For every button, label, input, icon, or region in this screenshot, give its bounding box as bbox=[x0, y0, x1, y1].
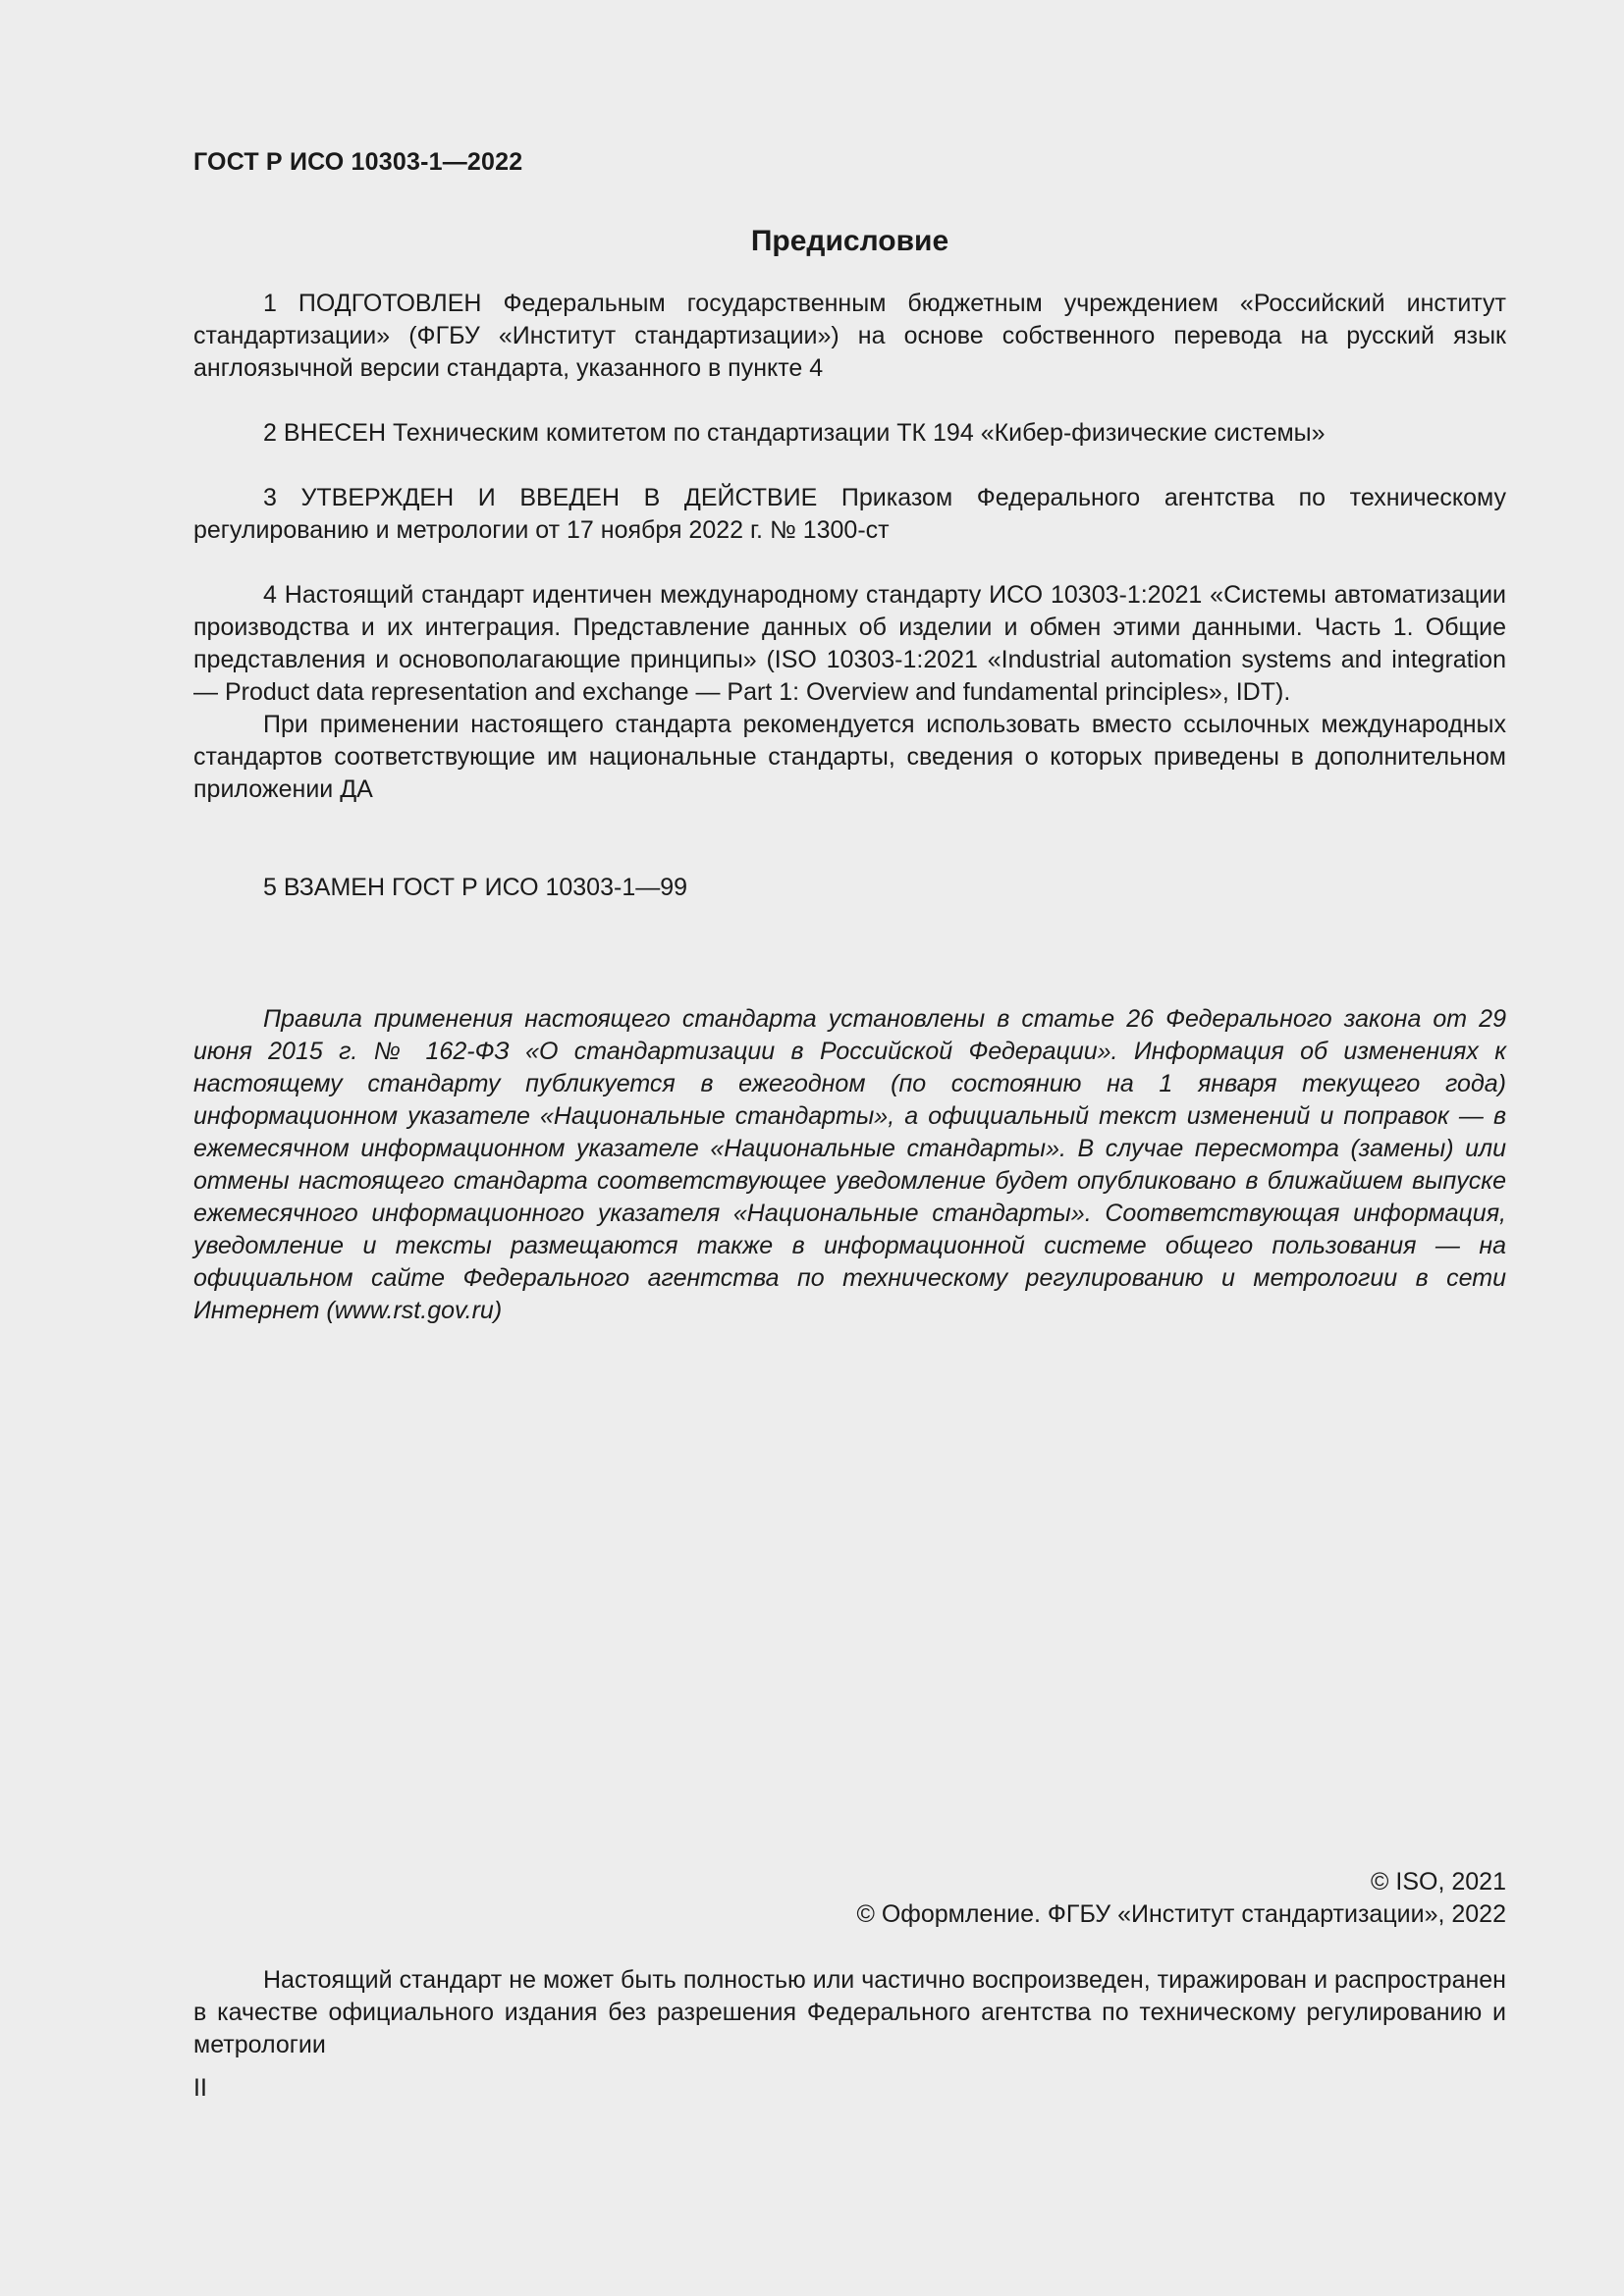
document-header-id: ГОСТ Р ИСО 10303-1—2022 bbox=[193, 148, 523, 176]
foreword-item-1 bbox=[193, 288, 1506, 385]
foreword-item-4 bbox=[193, 579, 1506, 806]
reproduction-notice bbox=[193, 1964, 1506, 2061]
foreword-item-3 bbox=[193, 482, 1506, 547]
page-number: II bbox=[193, 2074, 207, 2102]
foreword-item-4-text: 4 Настоящий стандарт идентичен международному стандарту ИСО 10303-1:2021 «Системы автоматизации производства и их интеграция. Представление данных об изделии и обмен этими данными. Часть 1. Общие представления и основополагающие принципы» (ISO 10303-1:2021 «Industrial automation systems and integration — Product data representation and exchange — Part 1: Overview and fundamental principles», IDT). bbox=[193, 581, 1506, 706]
application-rules-text: Правила применения настоящего стандарта установлены в статье 26 Федерального закона от 29 июня 2015 г. № 162-ФЗ «О стандартизации в Российской Федерации». Информация об изменениях к настоящему стандарту публикуется в ежегодном (по состоянию на 1 января текущего года) информационном указателе «Национальные стандарты», а официальный текст изменений и поправок — в ежемесячном информационном указателе «Национальные стандарты». В случае пересмотра (замены) или отмены настоящего стандарта соответствующее уведомление будет опубликовано в ближайшем выпуске ежемесячного информационного указателя «Национальные стандарты». Соответствующая информация, уведомление и тексты размещаются также в информационной системе общего пользования — на официальном сайте Федерального агентства по техническому регулированию и метрологии в сети Интернет (www.rst.gov.ru) bbox=[193, 1005, 1506, 1324]
foreword-item-5 bbox=[193, 872, 1506, 904]
copyright-design: © Оформление. ФГБУ «Институт стандартизации», 2022 bbox=[856, 1900, 1506, 1928]
foreword-item-5-text: 5 ВЗАМЕН ГОСТ Р ИСО 10303-1—99 bbox=[263, 874, 688, 901]
foreword-item-3-text: 3 УТВЕРЖДЕН И ВВЕДЕН В ДЕЙСТВИЕ Приказом Федерального агентства по техническому регулированию и метрологии от 17 ноября 2022 г. № 1300-ст bbox=[193, 484, 1506, 544]
copyright-iso: © ISO, 2021 bbox=[1371, 1868, 1506, 1896]
copyright-block bbox=[193, 1866, 1506, 1931]
application-rules-notice bbox=[193, 1003, 1506, 1327]
page-title: Предисловие bbox=[750, 225, 949, 257]
foreword-item-2 bbox=[193, 417, 1506, 450]
foreword-item-4-note: При применении настоящего стандарта рекомендуется использовать вместо ссылочных международных стандартов соответствующие им национальные стандарты, сведения о которых приведены в дополнительном приложении ДА bbox=[193, 711, 1506, 803]
foreword-item-2-text: 2 ВНЕСЕН Техническим комитетом по стандартизации ТК 194 «Кибер-физические системы» bbox=[263, 419, 1326, 447]
foreword-item-1-text: 1 ПОДГОТОВЛЕН Федеральным государственным бюджетным учреждением «Российский институт стандартизации» (ФГБУ «Институт стандартизации») на основе собственного перевода на русский язык англоязычной версии стандарта, указанного в пункте 4 bbox=[193, 290, 1506, 382]
reproduction-notice-text: Настоящий стандарт не может быть полностью или частично воспроизведен, тиражирован и распространен в качестве официального издания без разрешения Федерального агентства по техническому регулированию и метрологии bbox=[193, 1966, 1506, 2058]
